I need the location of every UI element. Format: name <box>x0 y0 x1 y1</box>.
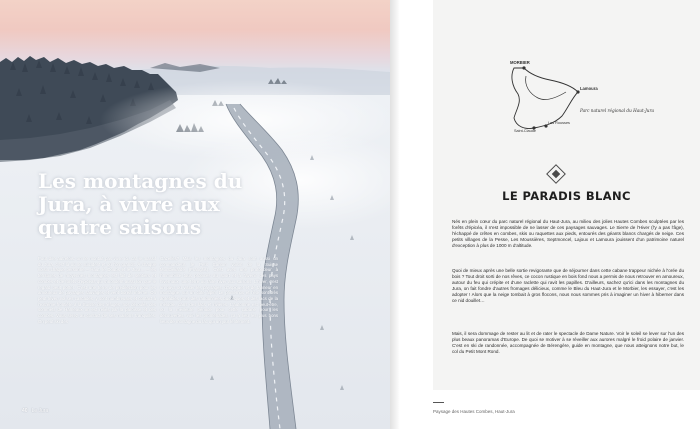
footer-divider <box>433 402 444 403</box>
paragraph-1: Nés en plein cœur du parc naturel régional du Haut-Jura, au milieu des jolies Hautes Combes sculptées par les forêts d'épicéa, il n'est impossible de ne lasser de ces paysages sauvages. Le Sierre de l'Hiver (l'y a pas l'âge), l'échappé de crêtes en combes, skis ou raquettes aux pieds, entourés des géants blancs chargés de neige. Ces petits villages de la Pesse, Les Moussières, Septmoncel, Lajoux et Lamoura jouissent d'un patrimoine naturel d'exception à plus de 1000 m d'altitude. <box>452 219 684 249</box>
book-gutter <box>390 0 400 429</box>
map-label-les-rousses: Les Rousses <box>548 121 570 125</box>
map-label-morbier: MORBIER <box>510 60 530 65</box>
photo-caption: Paysage des Hautes Combes, Haut-Jura <box>433 409 515 414</box>
route-map <box>480 46 654 146</box>
map-label-saint-claude: Saint-Claude <box>514 129 536 133</box>
map-label-lamoura: Lamoura <box>580 86 598 91</box>
page-folio <box>22 408 48 414</box>
paragraph-2: Quoi de mieux après une belle sortie revigorante que de séjourner dans cette cabane trappeur nichée à l'orée du bois ? Tout droit sorti de nos rêves, ce cocon rustique en bois fond nous a permis de nous retrouver en amoureux, autour du feu qui crépite et d'une raclette qui ravit les papilles. D'ailleurs, sachez qu'ici dans les montagnes du Jura, on fait fondre d'autres fromages délicieux, comme le Bleu du Haut-Jura et le Morbier, les essayer, c'est les adopter ! Alors que la neige tombait à gros flocons, nous nous sommes pris à imaginer un hiver à hiberner dans ce nid douillet… <box>452 268 684 304</box>
page-title: Les montagnes du Jura, à vivre aux quatre saisons <box>38 169 243 239</box>
intro-column-2: Gazelles? Mais les montagnes du Jura sont aussi un commandeur, le Petit Canton voisin de la Suisse Montbéliarde (Français). C'est avec une profondeur à l'immobilité tous propices au sport et à l'avenir des pays hivernaux, une terre où faire hiver aux saisons. L'hiver, c'est un pays ou visiter les paysages, d'aspiguer et de tanneur en montagne, sur un côté alpin. Le printemps et l'été sont très agréables pour des randonnées bucoliques et des lacs de la mélodie, dans des lacs et rivières. L'automne est peut-être, ou la meilleure période pour cette cabane pour les découvertes, voir les promenades, ça a lieu les plus bons lieux de montagne du lac qui un jour lentement. <box>160 256 278 324</box>
page-number: 40 <box>22 408 28 414</box>
section-title: LE PARADIS BLANC <box>502 189 631 203</box>
map-label-parc: Parc naturel régional du Haut-Jura <box>580 108 654 113</box>
folio-label: Le Jura <box>31 408 49 414</box>
intro-column-1: Pour dire autrefois: on ne montait pas vivre ici, car le massif du Jura, c'est là où se suicident et où l'on grandit. À chaque voisin chaque personne – Haut, le Doubs et le Jura… – les territoires de moyennes montagnes est fait de sentiers et combes et de forêts d'épicéas qui s'inondent aussi loin que le regard peut porter. C'est une terre de prédilection pour les amoureux de paysages sauvages et vent boréal interne. On peut rêver, vol ses cascades, y sont nombreuses et contact à l'extrême frontière à la Suisse des refuges, nos déroulés des sommets de Hameaux on est reliés par la paroisse et des combes. Vous serez au contact de ses maisons tranquilles. On peut ski des <box>38 256 156 324</box>
paragraph-3: Mais, il sera dommage de rester au lit et de rater le spectacle de Dame Nature. Voir le soleil se lever sur l'un des plus beaux panoramas d'Europe. De quoi se motiver à se réveiller aux aurores malgré le froid polaire de janvier. C'est en ski de randonnée, accompagnée de Bérengère, guide en montagne, que nous atteignons notre but, le col du Petit Mont Rond. <box>452 331 684 355</box>
